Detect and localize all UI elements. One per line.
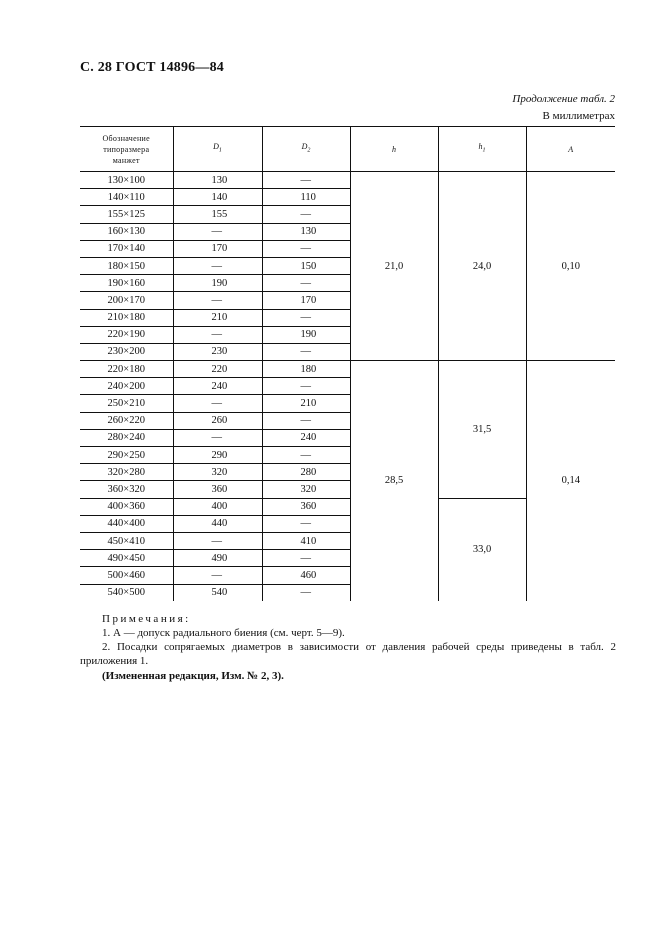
cell-d1: 360 [173,481,262,498]
cell-designation: 250×210 [80,395,173,412]
cell-designation: 200×170 [80,292,173,309]
header-designation-line: манжет [112,155,140,165]
cell-d2: 460 [262,567,350,584]
cell-d2: — [262,206,350,223]
cell-designation: 230×200 [80,343,173,360]
cell-d2: 410 [262,532,350,549]
cell-d2: — [262,515,350,532]
cell-a-group-2: 0,14 [526,361,615,601]
cell-d2: — [262,172,350,189]
cell-designation: 180×150 [80,257,173,274]
cell-designation: 190×160 [80,275,173,292]
header-h1-subscript: 1 [482,147,486,154]
cell-d1: — [173,532,262,549]
cell-d1: 320 [173,464,262,481]
cell-designation: 290×250 [80,447,173,464]
note-item: 1. А — допуск радиального биения (см. черт. 5—9). [102,627,345,639]
cell-designation: 220×190 [80,326,173,343]
cell-designation: 450×410 [80,532,173,549]
header-a [526,127,615,172]
cell-designation: 400×360 [80,498,173,515]
table-continuation-caption: Продолжение табл. 2 [512,93,615,105]
cell-d1: 240 [173,378,262,395]
cell-d1: — [173,395,262,412]
cell-h1-group-2: 31,5 [438,361,526,499]
header-designation-line: Обозначение [102,133,150,143]
cell-d1: 220 [173,361,262,378]
cell-d2: — [262,550,350,567]
units-caption: В миллиметрах [542,110,615,122]
cell-designation: 320×280 [80,464,173,481]
cell-d2: 170 [262,292,350,309]
cell-designation: 220×180 [80,361,173,378]
cell-d1: 170 [173,240,262,257]
cell-designation: 155×125 [80,206,173,223]
cell-d2: 150 [262,257,350,274]
cell-d1: 490 [173,550,262,567]
cell-d1: 230 [173,343,262,360]
header-d2-subscript: 2 [307,147,311,154]
cell-designation: 490×450 [80,550,173,567]
cell-d2: — [262,412,350,429]
header-d1 [173,127,262,172]
cell-d2: 280 [262,464,350,481]
cell-d1: 155 [173,206,262,223]
header-d2 [262,127,350,172]
cell-h-group-2: 28,5 [350,361,438,601]
cell-d1: — [173,257,262,274]
cell-designation: 280×240 [80,429,173,446]
cell-d1: — [173,429,262,446]
cell-designation: 440×400 [80,515,173,532]
header-designation [80,127,173,172]
cell-designation: 260×220 [80,412,173,429]
cell-d1: 190 [173,275,262,292]
cell-d1: 210 [173,309,262,326]
dimensions-table [80,126,615,601]
cell-d1: — [173,223,262,240]
cell-designation: 210×180 [80,309,173,326]
cell-a-group-1: 0,10 [526,172,615,361]
header-h-symbol: h [392,144,396,154]
cell-designation: 240×200 [80,378,173,395]
amendment-note: (Измененная редакция, Изм. № 2, 3). [102,670,284,682]
cell-designation: 500×460 [80,567,173,584]
cell-designation: 360×320 [80,481,173,498]
cell-d1: 130 [173,172,262,189]
cell-d2: — [262,343,350,360]
cell-d1: 290 [173,447,262,464]
header-d1-subscript: 1 [218,147,222,154]
table-header-row [80,127,615,172]
cell-d2: — [262,584,350,601]
notes-block [80,612,616,668]
cell-h1-group-3: 33,0 [438,498,526,601]
table-row [80,361,615,378]
header-h1 [438,127,526,172]
header-d1-symbol: D [213,142,219,152]
cell-d2: — [262,240,350,257]
cell-designation: 140×110 [80,189,173,206]
header-h1-symbol: h [478,142,483,152]
cell-d1: — [173,292,262,309]
cell-d2: — [262,447,350,464]
cell-d2: 210 [262,395,350,412]
cell-d1: — [173,567,262,584]
table-row [80,172,615,189]
header-a-symbol: A [568,144,574,154]
cell-d2: — [262,275,350,292]
header-designation-line: типоразмера [103,144,150,154]
note-item: 2. Посадки сопрягаемых диаметров в зависимости от давления рабочей среды приведены в табл. 2 приложения 1. [80,641,616,667]
cell-d2: 110 [262,189,350,206]
cell-h-group-1: 21,0 [350,172,438,361]
cell-d1: 260 [173,412,262,429]
cell-d2: 180 [262,361,350,378]
cell-d1: 440 [173,515,262,532]
cell-d1: — [173,326,262,343]
cell-d2: 360 [262,498,350,515]
cell-d2: 240 [262,429,350,446]
cell-designation: 130×100 [80,172,173,189]
page-header: С. 28 ГОСТ 14896—84 [80,60,224,75]
cell-d2: 190 [262,326,350,343]
header-d2-symbol: D [301,142,308,152]
cell-d2: 320 [262,481,350,498]
header-h [350,127,438,172]
notes-title: Примечания: [102,613,191,625]
cell-d2: — [262,309,350,326]
cell-d1: 540 [173,584,262,601]
cell-d1: 400 [173,498,262,515]
cell-d1: 140 [173,189,262,206]
cell-designation: 540×500 [107,587,145,599]
cell-designation: 170×140 [80,240,173,257]
cell-d2: 130 [262,223,350,240]
cell-designation: 160×130 [80,223,173,240]
cell-d2: — [262,378,350,395]
cell-h1-group-1: 24,0 [438,172,526,361]
